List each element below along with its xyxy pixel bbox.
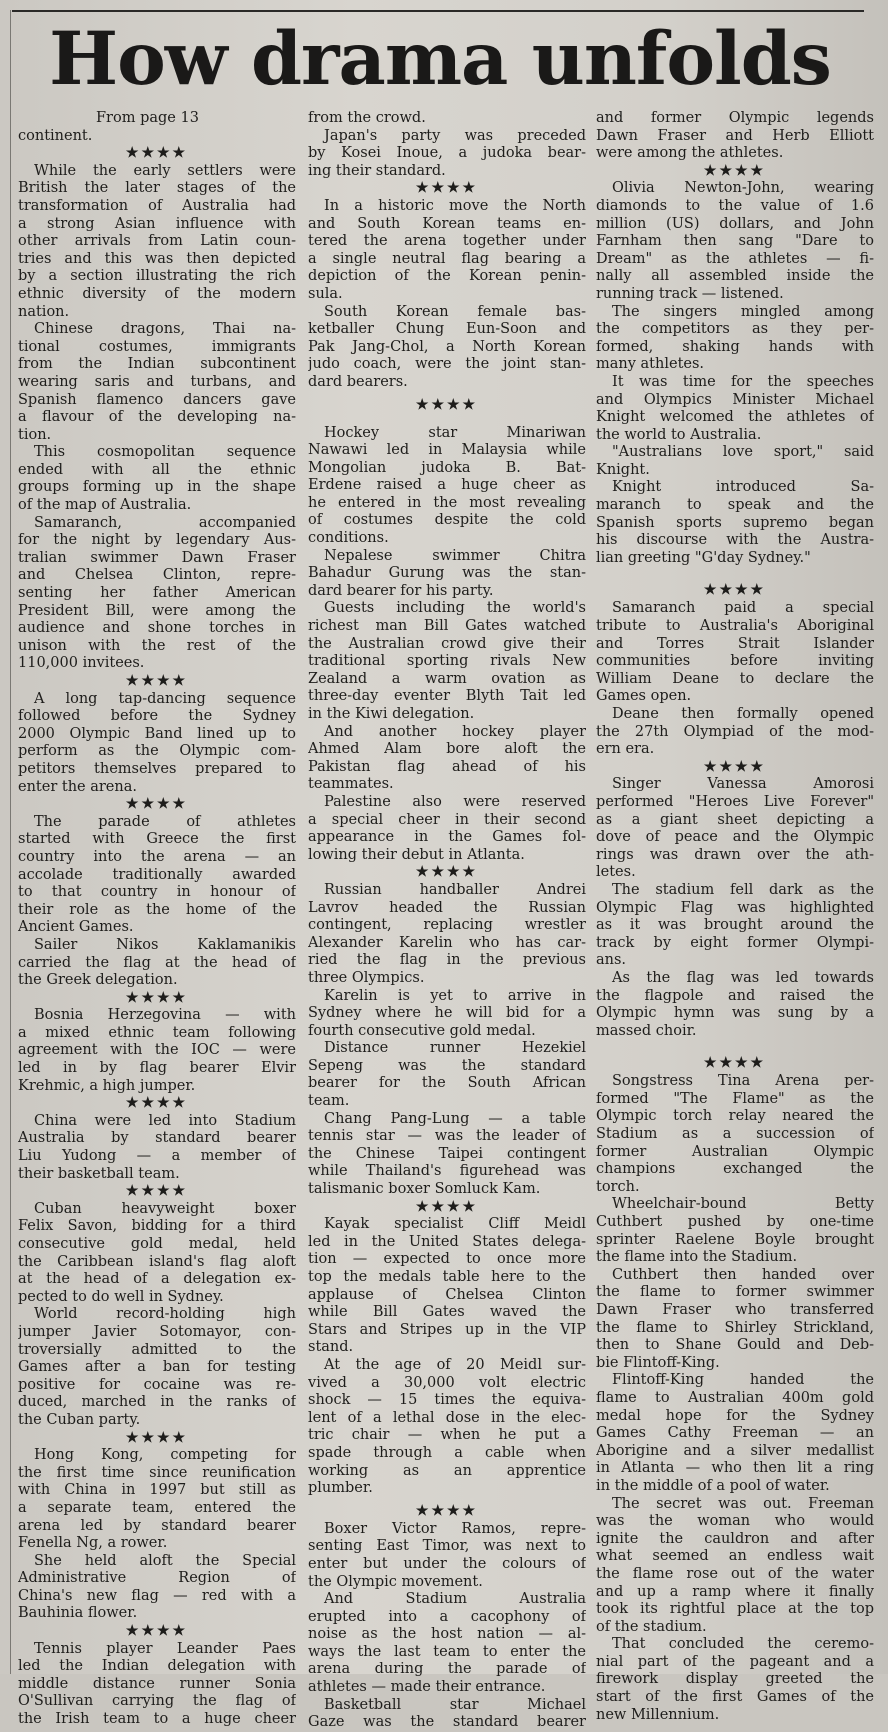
text-line: senting her father American [18, 585, 296, 602]
column-gap [596, 1040, 874, 1050]
text-line: three Olympics. [308, 969, 425, 986]
text-line: nial part of the pageant and a [596, 1653, 874, 1670]
text-line: the first time since reunification [18, 1464, 296, 1481]
text-line: and up a ramp where it finally [596, 1583, 874, 1600]
text-line: arena led by standard bearer [18, 1517, 296, 1534]
text-line: what seemed an endless wait [596, 1548, 874, 1565]
text-line: Mongolian judoka B. Bat- [308, 459, 586, 476]
text-line: new Millennium. [596, 1706, 720, 1723]
text-line: working as an apprentice [308, 1462, 586, 1479]
text-line: duced, marched in the ranks of [18, 1394, 296, 1411]
text-line: Dream" as the athletes — fi- [596, 250, 874, 267]
text-line: the Caribbean island's flag aloft [18, 1253, 296, 1270]
text-line: and Olympics Minister Michael [596, 391, 874, 408]
text-line: track by eight former Olympi- [596, 934, 874, 951]
text-line: Spanish sports supremo began [596, 514, 874, 531]
text-line: fourth consecutive gold medal. [308, 1022, 536, 1039]
text-line: the world to Australia. [596, 426, 762, 443]
section-divider-stars: ★★★★ [703, 162, 767, 179]
text-line: of the map of Australia. [18, 497, 192, 514]
text-line: Russian handballer Andrei [324, 881, 586, 898]
text-line: troversially admitted to the [18, 1341, 296, 1358]
text-line: champions exchanged the [596, 1161, 874, 1178]
text-line: Palestine also were reserved [324, 793, 586, 810]
column-gap [308, 415, 586, 425]
text-line: South Korean female bas- [324, 303, 586, 320]
text-line: While the early settlers were [34, 162, 296, 179]
text-line: Olympic hymn was sung by a [596, 1005, 874, 1022]
text-line: start of the first Games of the [596, 1689, 874, 1706]
text-line: the Olympic movement. [308, 1573, 483, 1590]
text-line: Distance runner Hezekiel [324, 1040, 586, 1057]
text-line: top the medals table here to the [308, 1269, 586, 1285]
text-line: tion. [18, 426, 52, 443]
text-line: Olympic torch relay neared the [596, 1108, 874, 1125]
text-line: enter the arena. [18, 778, 137, 795]
text-line: Wheelchair-bound Betty [612, 1196, 874, 1213]
text-line: for the night by legendary Aus- [18, 532, 296, 549]
text-line: to that country in honour of [18, 884, 296, 901]
text-line: a mixed ethnic team following [18, 1024, 296, 1041]
text-line: British the later stages of the [18, 180, 296, 197]
text-line: the Cuban party. [18, 1411, 141, 1428]
text-line: jumper Javier Sotomayor, con- [18, 1323, 296, 1340]
text-line: Erdene raised a huge cheer as [308, 477, 586, 494]
text-line: of costumes despite the cold [308, 512, 586, 529]
text-line: Pakistan flag ahead of his [308, 758, 586, 775]
section-divider-stars: ★★★★ [703, 582, 767, 599]
section-divider-stars: ★★★★ [415, 1198, 479, 1215]
text-line: maranch to speak and the [596, 497, 874, 514]
text-line: Spanish flamenco dancers gave [18, 391, 296, 408]
text-line: appearance in the Games fol- [308, 829, 586, 846]
text-line: Guests including the world's [324, 600, 586, 617]
text-line: A long tap-dancing sequence [34, 690, 296, 707]
text-line: applause of Chelsea Clinton [308, 1286, 586, 1303]
text-line: Cuthbert then handed over [612, 1266, 874, 1283]
text-line: a strong Asian influence with [18, 215, 296, 232]
text-line: tric chair — when he put a [308, 1427, 586, 1444]
text-line: three-day eventer Blyth Tait led [308, 688, 586, 705]
section-divider-stars: ★★★★ [415, 396, 479, 413]
text-line: talismanic boxer Somluck Kam. [308, 1181, 541, 1198]
text-line: the flame rose out of the water [596, 1565, 874, 1582]
text-line: ways the last team to enter the [308, 1643, 586, 1660]
text-line: Hong Kong, competing for [34, 1447, 296, 1464]
text-line: China's new flag — red with a [18, 1587, 296, 1604]
text-line: Alexander Karelin who has car- [308, 934, 586, 951]
text-line: Australia by standard bearer [18, 1130, 296, 1147]
text-line: The parade of athletes [34, 813, 296, 830]
text-line: bie Flintoff-King. [596, 1354, 720, 1371]
text-line: Nepalese swimmer Chitra [324, 547, 586, 564]
text-line: Bauhinia flower. [18, 1605, 138, 1622]
text-line: carried the flag at the head of [18, 954, 296, 971]
text-line: Zealand a warm ovation as [308, 670, 586, 687]
text-line: Knight welcomed the athletes of [596, 409, 874, 426]
column-gap [596, 567, 874, 577]
section-divider-stars: ★★★★ [415, 180, 479, 197]
section-divider-stars: ★★★★ [415, 1502, 479, 1519]
text-line: O'Sullivan carrying the flag of [18, 1693, 296, 1710]
text-line: rings was drawn over the ath- [596, 846, 874, 863]
text-line: the competitors as they per- [596, 321, 874, 338]
text-line: depiction of the Korean penin- [308, 268, 586, 285]
text-line: communities before inviting [596, 653, 874, 670]
text-line: Fenella Ng, a rower. [18, 1535, 168, 1552]
text-line: took its rightful place at the top [596, 1601, 874, 1618]
text-line: conditions. [308, 530, 389, 547]
text-line: country into the arena — an [18, 848, 296, 865]
text-line: At the age of 20 Meidl sur- [324, 1356, 586, 1373]
text-line: team. [308, 1093, 350, 1110]
text-line: Boxer Victor Ramos, repre- [324, 1520, 586, 1537]
text-line: by Kosei Inoue, a judoka bear- [308, 145, 586, 162]
section-divider-stars: ★★★★ [125, 1429, 189, 1446]
text-line: noise as the host nation — al- [308, 1626, 586, 1643]
top-rule [12, 10, 864, 12]
text-line: in the middle of a pool of water. [596, 1477, 830, 1494]
text-line: groups forming up in the shape [18, 479, 296, 496]
section-divider-stars: ★★★★ [125, 796, 189, 813]
text-line: 110,000 invitees. [18, 655, 145, 672]
text-line: Olympic Flag was highlighted [596, 899, 874, 916]
text-line: Nawawi led in Malaysia while [308, 442, 586, 459]
text-line: ing their standard. [308, 162, 446, 179]
text-line: Singer Vanessa Amorosi [612, 776, 874, 793]
text-line: diamonds to the value of 1.6 [596, 197, 874, 214]
text-line: Songstress Tina Arena per- [612, 1073, 874, 1090]
text-line: Sailer Nikos Kaklamanikis [34, 936, 296, 953]
text-line: lian greeting "G'day Sydney." [596, 549, 811, 566]
text-line: Knight. [596, 461, 650, 478]
text-line: 2000 Olympic Band lined up to [18, 725, 296, 742]
text-line: Deane then formally opened [612, 706, 874, 722]
text-line: She held aloft the Special [34, 1552, 296, 1569]
text-line: vived a 30,000 volt electric [308, 1374, 586, 1391]
text-line: Bosnia Herzegovina — with [34, 1007, 296, 1024]
text-line: of the stadium. [596, 1618, 707, 1635]
text-line: million (US) dollars, and John [596, 215, 874, 232]
text-line: Knight introduced Sa- [612, 479, 874, 496]
text-line: Pak Jang-Chol, a North Korean [308, 338, 586, 355]
text-line: a single neutral flag bearing a [308, 250, 586, 267]
section-divider-stars: ★★★★ [125, 673, 189, 689]
text-line: formed "The Flame" as the [596, 1090, 874, 1107]
text-line: Administrative Region of [18, 1570, 296, 1587]
text-line: medal hope for the Sydney [596, 1407, 874, 1424]
text-line: accolade traditionally awarded [18, 866, 296, 883]
text-line: Dawn Fraser who transferred [596, 1302, 874, 1318]
text-line: stand. [308, 1339, 354, 1356]
text-line: perform as the Olympic com- [18, 743, 296, 760]
text-line: erupted into a cacophony of [308, 1608, 586, 1625]
text-line: dove of peace and the Olympic [596, 829, 874, 846]
column-rule [10, 10, 11, 1674]
text-line: formed, shaking hands with [596, 338, 874, 355]
text-line: ethnic diversity of the modern [18, 285, 296, 302]
text-line: from the Indian subcontinent [18, 356, 296, 373]
text-line: Stadium as a succession of [596, 1126, 874, 1143]
text-line: China were led into Stadium [34, 1112, 296, 1129]
text-line: enter but under the colours of [308, 1555, 586, 1572]
text-line: spade through a cable when [308, 1444, 586, 1461]
text-line: lowing their debut in Atlanta. [308, 846, 525, 863]
text-line: The singers mingled among [612, 303, 874, 320]
text-line: the 27th Olympiad of the mod- [596, 723, 874, 740]
text-line: As the flag was led towards [612, 969, 874, 986]
text-line: their role as the home of the [18, 901, 296, 918]
text-line: That concluded the ceremo- [612, 1636, 874, 1653]
text-line: Hockey star Minariwan [324, 424, 586, 441]
text-line: ended with all the ethnic [18, 461, 296, 478]
text-line: Samaranch paid a special [612, 600, 874, 617]
text-line: Farnham then sang "Dare to [596, 233, 874, 250]
text-line: performed "Heroes Live Forever" [596, 793, 874, 810]
text-line: the flagpole and raised the [596, 987, 874, 1004]
text-line: Aborigine and a silver medallist [596, 1442, 874, 1459]
section-divider-stars: ★★★★ [125, 145, 189, 162]
text-line: Kayak specialist Cliff Meidl [324, 1216, 586, 1233]
text-line: followed before the Sydney [18, 708, 296, 725]
text-line: and South Korean teams en- [308, 215, 586, 232]
text-line: continent. [18, 127, 93, 144]
text-line: massed choir. [596, 1022, 697, 1039]
text-line: middle distance runner Sonia [18, 1675, 296, 1692]
text-line: tries and this was then depicted [18, 250, 296, 267]
text-line: tered the arena together under [308, 233, 586, 250]
text-line: while Bill Gates waved the [308, 1304, 586, 1321]
text-line: ignite the cauldron and after [596, 1530, 874, 1547]
text-line: Tennis player Leander Paes [34, 1640, 296, 1657]
text-line: tralian swimmer Dawn Fraser [18, 549, 296, 566]
text-line: Ahmed Alam bore aloft the [308, 741, 586, 758]
text-line: dard bearers. [308, 373, 408, 390]
article-column-1 [18, 110, 296, 1729]
text-line: their basketball team. [18, 1165, 180, 1182]
text-line: This cosmopolitan sequence [34, 444, 296, 461]
text-line: shock — 15 times the equiva- [308, 1392, 586, 1409]
text-line: as it was brought around the [596, 917, 874, 934]
text-line: Chinese dragons, Thai na- [34, 321, 296, 338]
text-line: running track — listened. [596, 285, 784, 302]
text-line: letes. [596, 864, 636, 881]
text-line: judo coach, were the joint stan- [308, 356, 586, 373]
text-line: World record-holding high [34, 1306, 296, 1323]
text-line: led in by flag bearer Elvir [18, 1060, 296, 1077]
text-line: then to Shane Gould and Deb- [596, 1337, 874, 1354]
text-line: agreement with the IOC — were [18, 1042, 296, 1059]
text-line: richest man Bill Gates watched [308, 618, 586, 635]
text-line: ketballer Chung Eun-Soon and [308, 321, 586, 338]
text-line: consecutive gold medal, held [18, 1236, 296, 1252]
text-line: It was time for the speeches [612, 373, 874, 390]
text-line: sula. [308, 285, 343, 302]
text-line: traditional sporting rivals New [308, 653, 586, 670]
text-line: lent of a lethal dose in the elec- [308, 1409, 586, 1426]
text-line: in Atlanta — who then lit a ring [596, 1460, 874, 1477]
section-divider-stars: ★★★★ [703, 1055, 767, 1072]
text-line: And Stadium Australia [324, 1591, 586, 1608]
section-divider-stars: ★★★★ [125, 989, 189, 1006]
text-line: Lavrov headed the Russian [308, 899, 586, 916]
text-line: tion — expected to once more [308, 1251, 586, 1268]
text-line: the flame into the Stadium. [596, 1249, 798, 1266]
text-line: dard bearer for his party. [308, 582, 494, 599]
text-line: Dawn Fraser and Herb Elliott [596, 127, 874, 144]
section-divider-stars: ★★★★ [415, 864, 479, 881]
text-line: the Greek delegation. [18, 972, 178, 989]
text-line: athletes — made their entrance. [308, 1679, 546, 1696]
text-line: petitors themselves prepared to [18, 760, 296, 777]
text-line: started with Greece the first [18, 831, 296, 848]
text-line: Cuthbert pushed by one-time [596, 1214, 874, 1231]
text-line: and Chelsea Clinton, repre- [18, 567, 296, 584]
text-line: tional costumes, immigrants [18, 338, 296, 355]
text-line: ern era. [596, 741, 655, 758]
text-line: "Australians love sport," said [612, 444, 874, 461]
text-line: William Deane to declare the [596, 670, 874, 687]
text-line: audience and shone torches in [18, 620, 296, 637]
text-line: sprinter Raelene Boyle brought [596, 1231, 874, 1248]
continuation-note: From page 13 [96, 110, 199, 126]
headline: How drama unfolds [49, 16, 831, 102]
text-line: Krehmic, a high jumper. [18, 1077, 196, 1094]
text-line: flame to Australian 400m gold [596, 1389, 874, 1406]
article-column-3 [596, 110, 874, 1724]
text-line: Gaze was the standard bearer [308, 1714, 586, 1731]
text-line: Sepeng was the standard [308, 1057, 586, 1074]
text-line: while Thailand's figurehead was [308, 1163, 586, 1180]
text-line: the Irish team to a huge cheer [18, 1711, 296, 1728]
text-line: other arrivals from Latin coun- [18, 233, 296, 250]
text-line: ans. [596, 952, 627, 969]
text-line: Games Cathy Freeman — an [596, 1425, 874, 1442]
text-line: the Australian crowd give their [308, 635, 586, 652]
text-line: tribute to Australia's Aboriginal [596, 618, 874, 635]
text-line: Basketball star Michael [324, 1696, 586, 1713]
text-line: as a giant sheet depicting a [596, 811, 874, 828]
text-line: the Chinese Taipei contingent [308, 1145, 586, 1162]
text-line: wearing saris and turbans, and [18, 373, 296, 390]
text-line: and former Olympic legends [596, 110, 874, 126]
text-line: and Torres Strait Islander [596, 635, 874, 652]
text-line: pected to do well in Sydney. [18, 1288, 224, 1305]
text-line: the flame to Shirley Strickland, [596, 1319, 874, 1336]
text-line: by a section illustrating the rich [18, 268, 296, 285]
text-line: the flame to former swimmer [596, 1284, 874, 1301]
text-line: Stars and Stripes up in the VIP [308, 1321, 586, 1338]
text-line: he entered in the most revealing [308, 494, 586, 511]
text-line: Japan's party was preceded [324, 127, 586, 144]
section-divider-stars: ★★★★ [125, 1623, 189, 1640]
text-line: The secret was out. Freeman [612, 1495, 874, 1512]
text-line: President Bill, were among the [18, 602, 296, 619]
text-line: at the head of a delegation ex- [18, 1271, 296, 1288]
text-line: bearer for the South African [308, 1075, 586, 1092]
text-line: torch. [596, 1178, 640, 1195]
text-line: nation. [18, 303, 70, 320]
text-line: In a historic move the North [324, 197, 586, 214]
text-line: his discourse with the Austra- [596, 532, 874, 549]
text-line: tennis star — was the leader of [308, 1128, 586, 1145]
text-line: The stadium fell dark as the [612, 881, 874, 898]
text-line: Chang Pang-Lung — a table [324, 1110, 586, 1127]
text-line: firework display greeted the [596, 1671, 874, 1688]
text-line: plumber. [308, 1480, 373, 1497]
text-line: Karelin is yet to arrive in [324, 987, 586, 1004]
text-line: Olivia Newton-John, wearing [612, 180, 874, 197]
text-line: Games after a ban for testing [18, 1359, 296, 1376]
text-line: positive for cocaine was re- [18, 1376, 296, 1393]
text-line: former Australian Olympic [596, 1143, 874, 1160]
text-line: was the woman who would [596, 1513, 874, 1530]
text-line: in the Kiwi delegation. [308, 706, 475, 722]
text-line: teammates. [308, 776, 394, 793]
text-line: many athletes. [596, 356, 705, 373]
text-line: a flavour of the developing na- [18, 409, 296, 426]
section-divider-stars: ★★★★ [125, 1183, 189, 1200]
text-line: from the crowd. [308, 110, 426, 126]
text-line: Games open. [596, 688, 692, 705]
text-line: Sydney where he will bid for a [308, 1005, 586, 1022]
text-line: transformation of Australia had [18, 197, 296, 214]
text-line: arena during the parade of [308, 1661, 586, 1678]
text-line: Bahadur Gurung was the stan- [308, 565, 586, 582]
text-line: led the Indian delegation with [18, 1658, 296, 1675]
text-line: nally all assembled inside the [596, 268, 874, 285]
section-divider-stars: ★★★★ [703, 758, 767, 775]
text-line: were among the athletes. [596, 145, 784, 162]
text-line: with China in 1997 but still as [18, 1482, 296, 1499]
text-line: Ancient Games. [18, 919, 134, 936]
text-line: Flintoff-King handed the [612, 1372, 874, 1389]
text-line: led in the United States delega- [308, 1233, 586, 1250]
text-line: And another hockey player [324, 723, 586, 740]
text-line: contingent, replacing wrestler [308, 917, 586, 934]
text-line: Liu Yudong — a member of [18, 1148, 296, 1165]
text-line: Cuban heavyweight boxer [34, 1200, 296, 1217]
text-line: a special cheer in their second [308, 811, 586, 828]
text-line: Felix Savon, bidding for a third [18, 1218, 296, 1235]
text-line: senting East Timor, was next to [308, 1538, 586, 1555]
article-column-2 [308, 110, 586, 1732]
text-line: Samaranch, accompanied [34, 514, 296, 531]
section-divider-stars: ★★★★ [125, 1095, 189, 1112]
text-line: ried the flag in the previous [308, 952, 586, 969]
text-line: unison with the rest of the [18, 637, 296, 654]
text-line: a separate team, entered the [18, 1499, 296, 1516]
